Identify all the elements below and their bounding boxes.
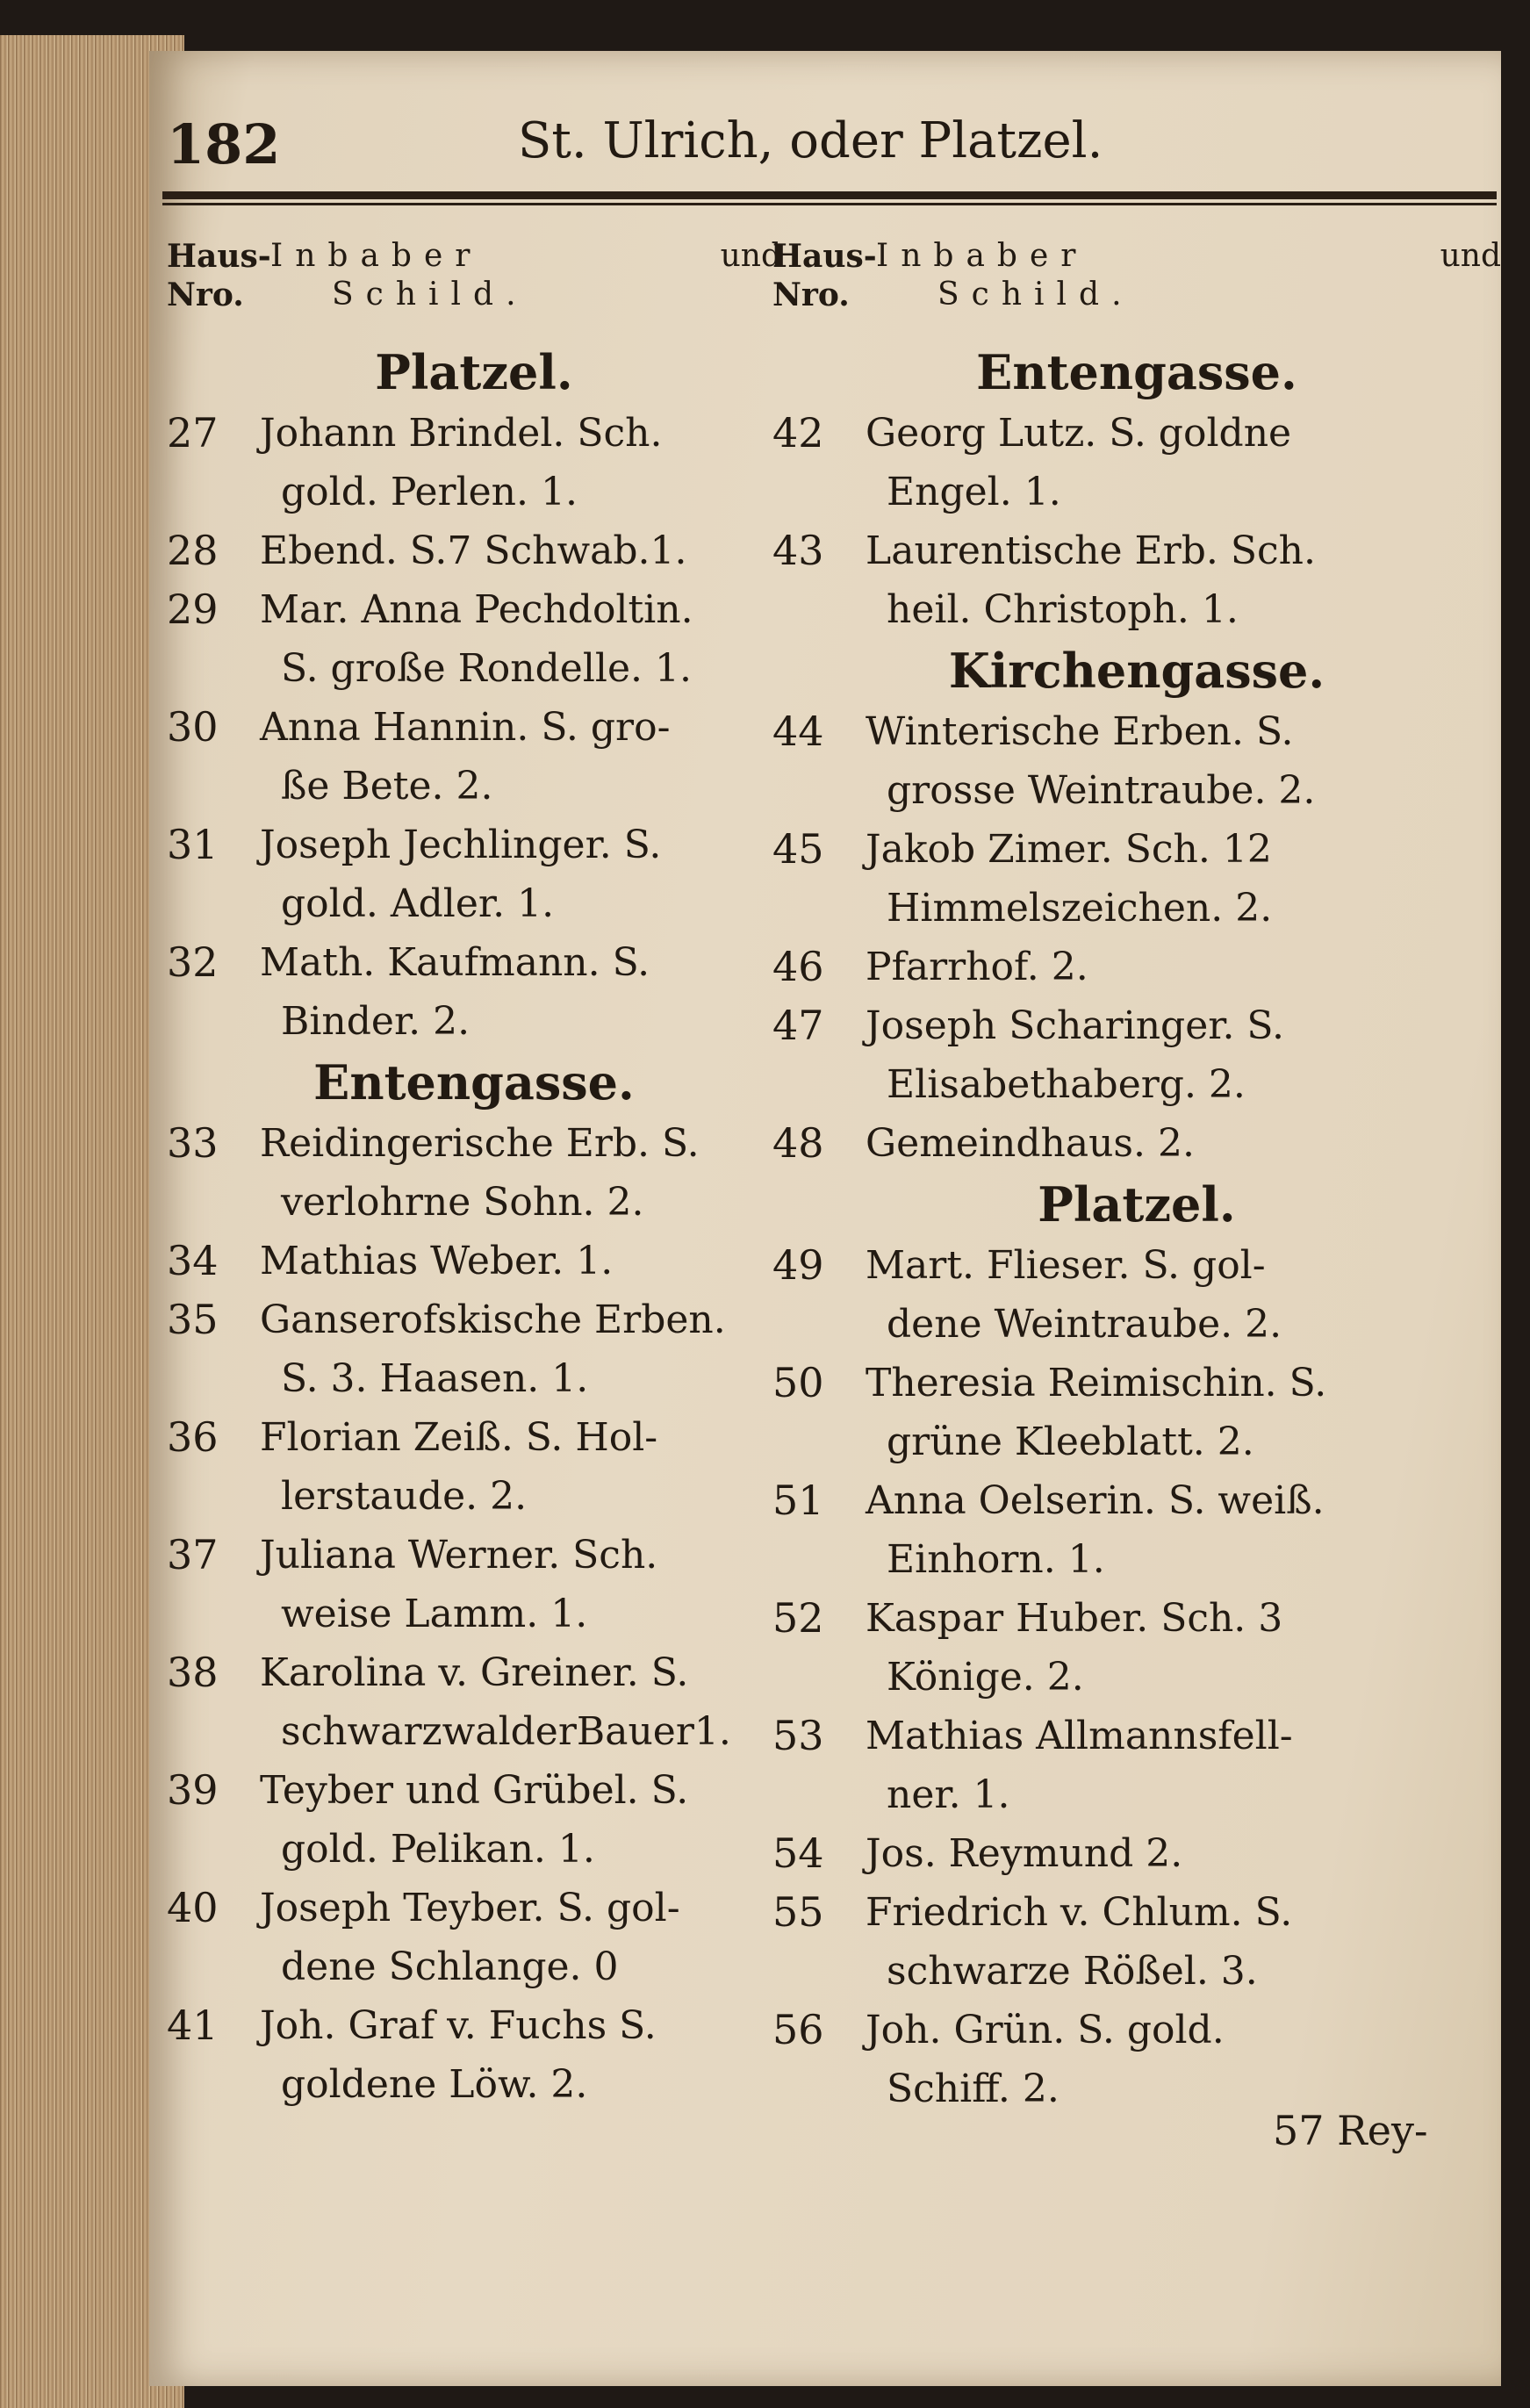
- house-number: 33: [167, 1119, 219, 1167]
- house-number-label: Haus-: [167, 238, 271, 275]
- street-heading: Platzel.: [375, 344, 573, 400]
- sign-text: grüne Kleeblatt. 2.: [887, 1420, 1254, 1464]
- house-number: 31: [167, 821, 219, 868]
- sign-text: grosse Weintraube. 2.: [887, 768, 1316, 813]
- house-number: 47: [772, 1002, 824, 1049]
- und-label: und: [720, 238, 781, 274]
- house-entry: [167, 1526, 781, 1643]
- house-number: 50: [772, 1359, 824, 1406]
- owner-text: Anna Oelserin. S. weiß.: [866, 1478, 1325, 1523]
- street-heading: Platzel.: [1038, 1176, 1236, 1233]
- sign-text: ße Bete. 2.: [281, 764, 493, 809]
- sign-text: schwarze Rößel. 3.: [887, 1949, 1258, 1994]
- house-entry: [772, 521, 1501, 639]
- house-entry: [167, 1408, 781, 1526]
- house-number: 54: [772, 1829, 824, 1877]
- house-entry: [167, 816, 781, 933]
- house-number: 34: [167, 1237, 219, 1284]
- house-entry: [772, 1471, 1501, 1589]
- owner-text: Karolina v. Greiner. S.: [260, 1650, 689, 1695]
- owner-text: Jakob Zimer. Sch. 12: [866, 827, 1272, 872]
- sign-text: Könige. 2.: [887, 1655, 1084, 1700]
- house-number: 36: [167, 1413, 219, 1461]
- house-number: 38: [167, 1649, 219, 1696]
- owner-text: Math. Kaufmann. S.: [260, 940, 650, 985]
- house-entry: [772, 1824, 1501, 1883]
- owner-text: Ganserofskische Erben.: [260, 1297, 726, 1342]
- house-entry: [772, 404, 1501, 521]
- house-entry: [167, 1761, 781, 1879]
- sign-text: heil. Christoph. 1.: [887, 587, 1239, 632]
- owner-text: Gemeindhaus. 2.: [866, 1121, 1195, 1166]
- sign-label: Schild.: [937, 277, 1134, 313]
- house-entry: [167, 580, 781, 698]
- house-number: 43: [772, 527, 824, 574]
- sign-text: Einhorn. 1.: [887, 1537, 1105, 1582]
- sign-text: goldene Löw. 2.: [281, 2062, 588, 2107]
- owner-text: Laurentische Erb. Sch.: [866, 528, 1316, 573]
- house-number: 40: [167, 1884, 219, 1931]
- number-abbrev-label: Nro.: [167, 277, 244, 313]
- column-header: [167, 237, 781, 314]
- street-heading: Kirchengasse.: [948, 643, 1325, 699]
- number-abbrev-label: Nro.: [772, 277, 850, 313]
- owner-text: Jos. Reymund 2.: [866, 1831, 1183, 1876]
- house-entry: [772, 702, 1501, 820]
- sign-text: Binder. 2.: [281, 999, 470, 1044]
- running-title: St. Ulrich, oder Platzel.: [518, 112, 1103, 169]
- house-number: 30: [167, 703, 219, 751]
- owner-text: Anna Hannin. S. gro-: [260, 705, 671, 750]
- sign-text: S. große Rondelle. 1.: [281, 646, 692, 691]
- house-number: 51: [772, 1477, 824, 1524]
- sign-text: dene Schlange. 0: [281, 1944, 619, 1989]
- house-number: 56: [772, 2006, 824, 2053]
- house-number: 49: [772, 1241, 824, 1289]
- sign-text: Schiff. 2.: [887, 2067, 1060, 2111]
- house-entry: [167, 933, 781, 1051]
- street-heading: Entengasse.: [976, 344, 1297, 400]
- house-entry: [772, 1707, 1501, 1824]
- house-entry: [167, 1879, 781, 1996]
- house-entry: [772, 1354, 1501, 1471]
- sign-text: ner. 1.: [887, 1772, 1010, 1817]
- house-entry: [167, 1643, 781, 1761]
- owner-text: Johann Brindel. Sch.: [260, 411, 663, 456]
- sign-text: gold. Pelikan. 1.: [281, 1827, 595, 1872]
- house-number: 53: [772, 1712, 824, 1759]
- sign-text: gold. Adler. 1.: [281, 881, 555, 926]
- owner-text: Winterische Erben. S.: [866, 709, 1294, 754]
- house-number: 28: [167, 527, 219, 574]
- owner-text: Mart. Flieser. S. gol-: [866, 1243, 1266, 1288]
- owner-text: Georg Lutz. S. goldne: [866, 411, 1292, 456]
- house-number: 32: [167, 938, 219, 986]
- sign-text: weise Lamm. 1.: [281, 1592, 588, 1636]
- owner-text: Theresia Reimischin. S.: [866, 1361, 1327, 1405]
- column-header: [772, 237, 1501, 314]
- und-label: und: [1440, 238, 1501, 274]
- owner-text: Mathias Weber. 1.: [260, 1239, 614, 1283]
- owner-text: Teyber und Grübel. S.: [260, 1768, 689, 1813]
- right-column: [772, 237, 1501, 2118]
- house-entry: [772, 1236, 1501, 1354]
- owner-text: Mar. Anna Pechdoltin.: [260, 587, 693, 632]
- owner-label: Inbaber: [270, 238, 483, 274]
- owner-text: Mathias Allmannsfell-: [866, 1714, 1293, 1758]
- sign-text: verlohrne Sohn. 2.: [281, 1180, 644, 1225]
- sign-label: Schild.: [332, 277, 528, 313]
- sign-text: gold. Perlen. 1.: [281, 470, 578, 514]
- house-entry: [167, 1232, 781, 1290]
- owner-text: Joh. Graf v. Fuchs S.: [260, 2003, 657, 2048]
- sign-text: Himmelszeichen. 2.: [887, 886, 1273, 931]
- house-entry: [772, 938, 1501, 996]
- owner-text: Pfarrhof. 2.: [866, 945, 1088, 989]
- house-entry: [772, 1883, 1501, 2001]
- house-entry: [167, 521, 781, 580]
- house-number: 39: [167, 1766, 219, 1814]
- owner-text: Joseph Scharinger. S.: [866, 1003, 1284, 1048]
- owner-text: Florian Zeiß. S. Hol-: [260, 1415, 658, 1460]
- house-entry: [167, 1996, 781, 2114]
- house-entry: [772, 996, 1501, 1114]
- house-number: 48: [772, 1119, 824, 1167]
- house-number: 46: [772, 943, 824, 990]
- house-entry: [167, 1114, 781, 1232]
- house-entry: [167, 404, 781, 521]
- left-entry-list: [167, 341, 781, 2114]
- page-number: 182: [167, 112, 281, 176]
- left-column: [167, 237, 781, 2114]
- house-entry: [167, 1290, 781, 1408]
- house-number: 52: [772, 1594, 824, 1642]
- house-entry: [167, 698, 781, 816]
- house-entry: [772, 1589, 1501, 1707]
- owner-text: Joseph Jechlinger. S.: [260, 823, 662, 867]
- sign-text: S. 3. Haasen. 1.: [281, 1356, 589, 1401]
- header-rule: [162, 191, 1497, 199]
- catchword: 57 Rey-: [1273, 2107, 1428, 2154]
- house-number: 41: [167, 2002, 219, 2049]
- sign-text: Elisabethaberg. 2.: [887, 1062, 1246, 1107]
- owner-text: Juliana Werner. Sch.: [260, 1533, 658, 1578]
- sign-text: Engel. 1.: [887, 470, 1061, 514]
- owner-text: Ebend. S.7 Schwab.1.: [260, 528, 687, 573]
- owner-text: Joseph Teyber. S. gol-: [260, 1886, 680, 1930]
- owner-text: Joh. Grün. S. gold.: [866, 2008, 1225, 2052]
- sign-text: lerstaude. 2.: [281, 1474, 528, 1519]
- owner-text: Reidingerische Erb. S.: [260, 1121, 700, 1166]
- house-number-label: Haus-: [772, 238, 877, 275]
- house-number: 35: [167, 1296, 219, 1343]
- street-heading: Entengasse.: [313, 1054, 635, 1111]
- owner-text: Kaspar Huber. Sch. 3: [866, 1596, 1283, 1641]
- owner-label: Inbaber: [876, 238, 1088, 274]
- sign-text: schwarzwalderBauer1.: [281, 1709, 731, 1754]
- house-number: 27: [167, 409, 219, 456]
- house-number: 55: [772, 1888, 824, 1936]
- house-number: 37: [167, 1531, 219, 1578]
- owner-text: Friedrich v. Chlum. S.: [866, 1890, 1293, 1935]
- house-number: 42: [772, 409, 824, 456]
- house-number: 29: [167, 586, 219, 633]
- house-entry: [772, 2001, 1501, 2118]
- house-number: 44: [772, 708, 824, 755]
- header-rule-thin: [162, 203, 1497, 205]
- sign-text: dene Weintraube. 2.: [887, 1302, 1282, 1347]
- house-entry: [772, 1114, 1501, 1173]
- house-entry: [772, 820, 1501, 938]
- house-number: 45: [772, 825, 824, 873]
- right-entry-list: [772, 341, 1501, 2118]
